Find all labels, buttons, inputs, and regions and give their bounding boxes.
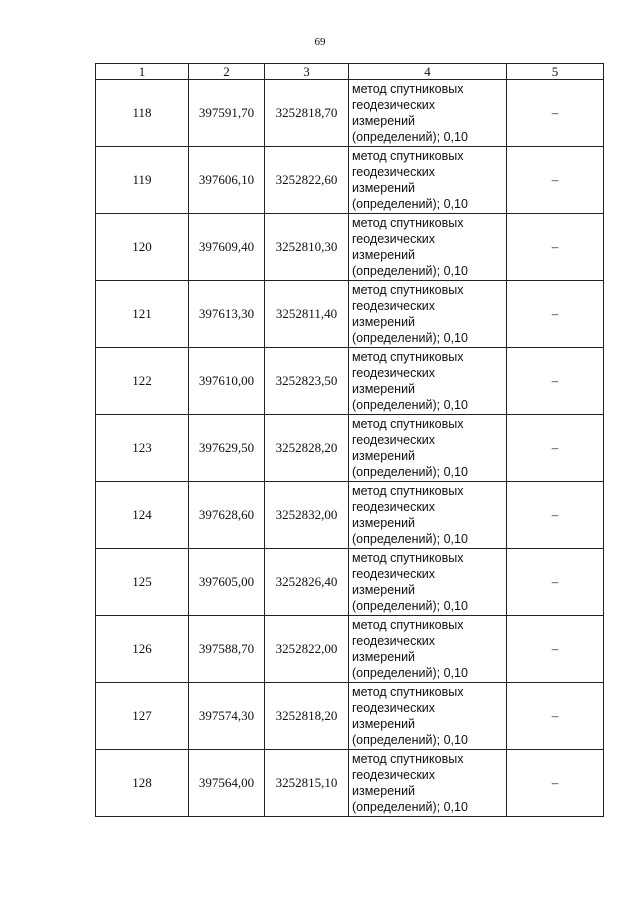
method-description: метод спутниковых геодезических измерений (определений); 0,10 xyxy=(349,348,507,415)
table-header-row xyxy=(96,64,604,80)
method-description: метод спутниковых геодезических измерений (определений); 0,10 xyxy=(349,147,507,214)
table-row xyxy=(96,214,604,281)
table-row xyxy=(96,415,604,482)
coordinate-x: 397606,10 xyxy=(189,147,265,214)
header-col-2: 2 xyxy=(189,64,265,80)
note-cell: – xyxy=(507,750,604,817)
table-row xyxy=(96,482,604,549)
coordinate-x: 397588,70 xyxy=(189,616,265,683)
table-row xyxy=(96,80,604,147)
coordinate-x: 397610,00 xyxy=(189,348,265,415)
point-number: 125 xyxy=(96,549,189,616)
coordinate-y: 3252822,00 xyxy=(265,616,349,683)
coordinate-y: 3252832,00 xyxy=(265,482,349,549)
note-cell: – xyxy=(507,147,604,214)
coordinate-x: 397605,00 xyxy=(189,549,265,616)
note-cell: – xyxy=(507,549,604,616)
table-row xyxy=(96,281,604,348)
table-body xyxy=(96,80,604,817)
table-row xyxy=(96,348,604,415)
method-description: метод спутниковых геодезических измерений (определений); 0,10 xyxy=(349,281,507,348)
coordinate-x: 397629,50 xyxy=(189,415,265,482)
table-row xyxy=(96,549,604,616)
page-number: 69 xyxy=(314,36,326,48)
coordinate-x: 397628,60 xyxy=(189,482,265,549)
point-number: 126 xyxy=(96,616,189,683)
method-description: метод спутниковых геодезических измерений (определений); 0,10 xyxy=(349,683,507,750)
point-number: 123 xyxy=(96,415,189,482)
coordinate-y: 3252815,10 xyxy=(265,750,349,817)
coordinate-y: 3252811,40 xyxy=(265,281,349,348)
note-cell: – xyxy=(507,348,604,415)
method-description: метод спутниковых геодезических измерений (определений); 0,10 xyxy=(349,482,507,549)
coordinate-y: 3252810,30 xyxy=(265,214,349,281)
coordinate-x: 397574,30 xyxy=(189,683,265,750)
coordinate-y: 3252822,60 xyxy=(265,147,349,214)
coordinate-x: 397609,40 xyxy=(189,214,265,281)
method-description: метод спутниковых геодезических измерений (определений); 0,10 xyxy=(349,80,507,147)
header-col-5: 5 xyxy=(507,64,604,80)
header-col-3: 3 xyxy=(265,64,349,80)
coordinate-y: 3252828,20 xyxy=(265,415,349,482)
method-description: метод спутниковых геодезических измерений (определений); 0,10 xyxy=(349,750,507,817)
point-number: 122 xyxy=(96,348,189,415)
point-number: 118 xyxy=(96,80,189,147)
point-number: 120 xyxy=(96,214,189,281)
point-number: 121 xyxy=(96,281,189,348)
table-row xyxy=(96,750,604,817)
point-number: 119 xyxy=(96,147,189,214)
table-row xyxy=(96,616,604,683)
table-row xyxy=(96,147,604,214)
coordinate-x: 397591,70 xyxy=(189,80,265,147)
coordinates-table xyxy=(95,63,604,817)
note-cell: – xyxy=(507,281,604,348)
method-description: метод спутниковых геодезических измерений (определений); 0,10 xyxy=(349,549,507,616)
coordinate-x: 397613,30 xyxy=(189,281,265,348)
note-cell: – xyxy=(507,482,604,549)
note-cell: – xyxy=(507,683,604,750)
coordinate-y: 3252818,20 xyxy=(265,683,349,750)
note-cell: – xyxy=(507,616,604,683)
point-number: 124 xyxy=(96,482,189,549)
table-row xyxy=(96,683,604,750)
coordinate-y: 3252818,70 xyxy=(265,80,349,147)
header-col-4: 4 xyxy=(349,64,507,80)
coordinate-x: 397564,00 xyxy=(189,750,265,817)
note-cell: – xyxy=(507,214,604,281)
note-cell: – xyxy=(507,80,604,147)
point-number: 127 xyxy=(96,683,189,750)
coordinate-y: 3252826,40 xyxy=(265,549,349,616)
header-col-1: 1 xyxy=(96,64,189,80)
method-description: метод спутниковых геодезических измерений (определений); 0,10 xyxy=(349,616,507,683)
method-description: метод спутниковых геодезических измерений (определений); 0,10 xyxy=(349,214,507,281)
note-cell: – xyxy=(507,415,604,482)
coordinate-y: 3252823,50 xyxy=(265,348,349,415)
point-number: 128 xyxy=(96,750,189,817)
method-description: метод спутниковых геодезических измерений (определений); 0,10 xyxy=(349,415,507,482)
